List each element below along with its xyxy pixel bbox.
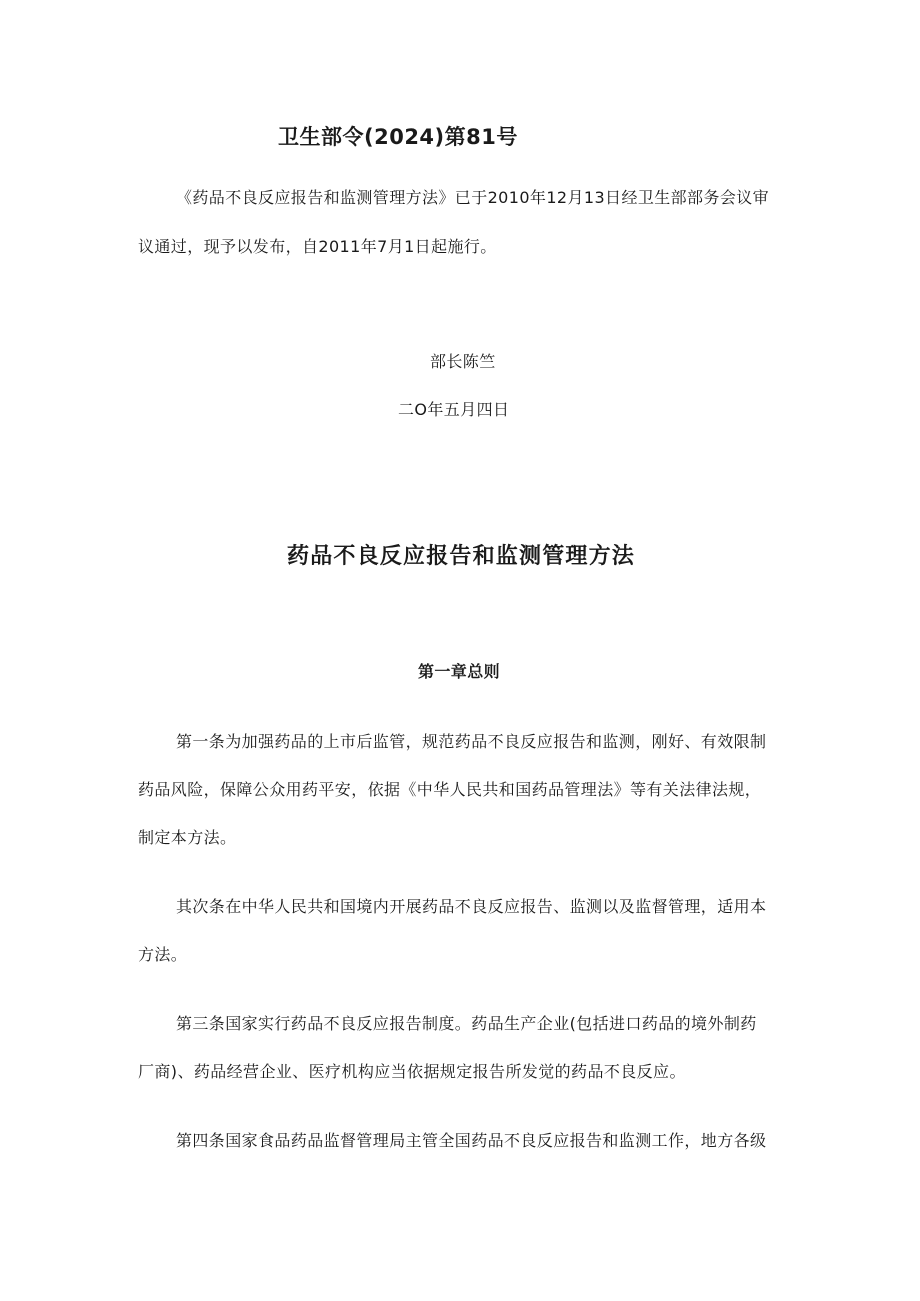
article-line: 方法。 <box>138 945 188 964</box>
document-title: 药品不良反应报告和监测管理方法 <box>287 544 636 569</box>
minister-signature: 部长陈竺 <box>430 352 496 371</box>
article-line: 第四条国家食品药品监督管理局主管全国药品不良反应报告和监测工作，地方各级 <box>176 1131 767 1150</box>
article-line: 第三条国家实行药品不良反应报告制度。药品生产企业(包括进口药品的境外制药 <box>176 1014 757 1033</box>
article-line: 厂商)、药品经营企业、医疗机构应当依据规定报告所发觉的药品不良反应。 <box>138 1062 686 1081</box>
article-line: 其次条在中华人民共和国境内开展药品不良反应报告、监测以及监督管理，适用本 <box>176 897 767 916</box>
signature-date: 二O年五月四日 <box>398 400 510 419</box>
article-line: 制定本方法。 <box>138 828 237 847</box>
chapter-title: 第一章总则 <box>418 662 501 681</box>
article-line: 第一条为加强药品的上市后监管，规范药品不良反应报告和监测，刚好、有效限制 <box>176 732 767 751</box>
article-line: 药品风险，保障公众用药平安，依据《中华人民共和国药品管理法》等有关法律法规， <box>138 780 762 799</box>
announcement-line: 《药品不良反应报告和监测管理方法》已于2010年12月13日经卫生部部务会议审 <box>176 188 770 207</box>
announcement-line: 议通过，现予以发布，自2011年7月1日起施行。 <box>138 237 497 256</box>
decree-title: 卫生部令(2024)第81号 <box>278 125 518 149</box>
